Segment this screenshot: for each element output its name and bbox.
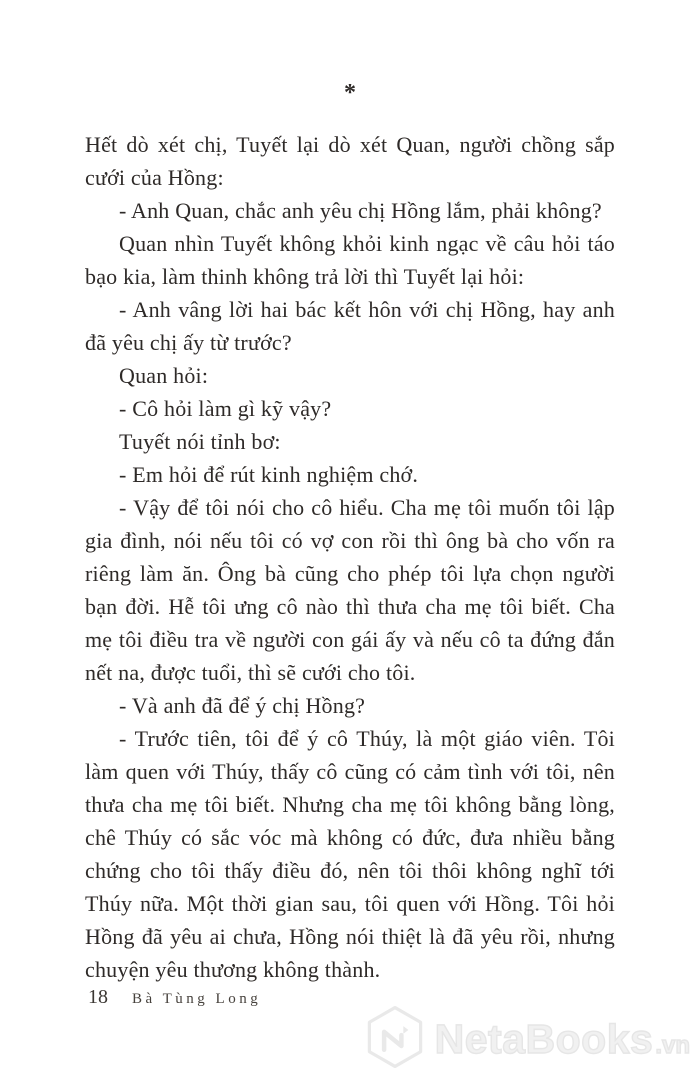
paragraph: Quan hỏi: [119, 363, 209, 388]
watermark-tld: .vn [655, 1032, 690, 1059]
paragraph: Hết dò xét chị, Tuyết lại dò xét Quan, người chồng sắp cưới của Hồng: [85, 132, 615, 190]
paragraph: - Trước tiên, tôi để ý cô Thúy, là một giáo viên. Tôi làm quen với Thúy, thấy cô cũng có cảm tình với tôi, nên thưa cha mẹ tôi biết. Nhưng cha mẹ tôi không bằng lòng, chê Thúy có sắc vóc mà không có đức, đưa nhiều bằng chứng cho tôi thấy điều đó, nên tôi thôi không nghĩ tới Thúy nữa. Một thời gian sau, tôi quen với Hồng. Tôi hỏi Hồng đã yêu ai chưa, Hồng nói thiệt là đã yêu rồi, nhưng chuyện yêu thương không thành. [85, 726, 615, 982]
netabooks-watermark [363, 1005, 690, 1074]
paragraph: - Anh vâng lời hai bác kết hôn với chị Hồng, hay anh đã yêu chị ấy từ trước? [85, 297, 615, 355]
author-running-head: Bà Tùng Long [132, 991, 262, 1007]
paragraph: - Cô hỏi làm gì kỹ vậy? [119, 396, 332, 421]
paragraph: - Anh Quan, chắc anh yêu chị Hồng lắm, phải không? [119, 198, 602, 223]
paragraph: Tuyết nói tỉnh bơ: [119, 429, 281, 454]
watermark-text [435, 1016, 690, 1063]
page-body [85, 128, 615, 986]
watermark-brand: NetaBooks [434, 1016, 654, 1062]
paragraph: - Vậy để tôi nói cho cô hiểu. Cha mẹ tôi muốn tôi lập gia đình, nói nếu tôi có vợ con rồi thì ông bà cho vốn ra riêng làm ăn. Ông bà cũng cho phép tôi lựa chọn người bạn đời. Hễ tôi ưng cô nào thì thưa cha mẹ tôi biết. Cha mẹ tôi điều tra về người con gái ấy và nếu cô ta đứng đắn nết na, được tuổi, thì sẽ cưới cho tôi. [85, 495, 615, 685]
page-number: 18 [88, 986, 108, 1008]
paragraph: Quan nhìn Tuyết không khỏi kinh ngạc về câu hỏi táo bạo kia, làm thinh không trả lời thì Tuyết lại hỏi: [85, 231, 615, 289]
paragraph: - Và anh đã để ý chị Hồng? [119, 693, 366, 718]
section-break-asterisk: * [344, 80, 356, 106]
hexagon-n-icon [363, 1005, 427, 1074]
paragraph: - Em hỏi để rút kinh nghiệm chớ. [119, 462, 419, 487]
page-footer [88, 986, 261, 1009]
